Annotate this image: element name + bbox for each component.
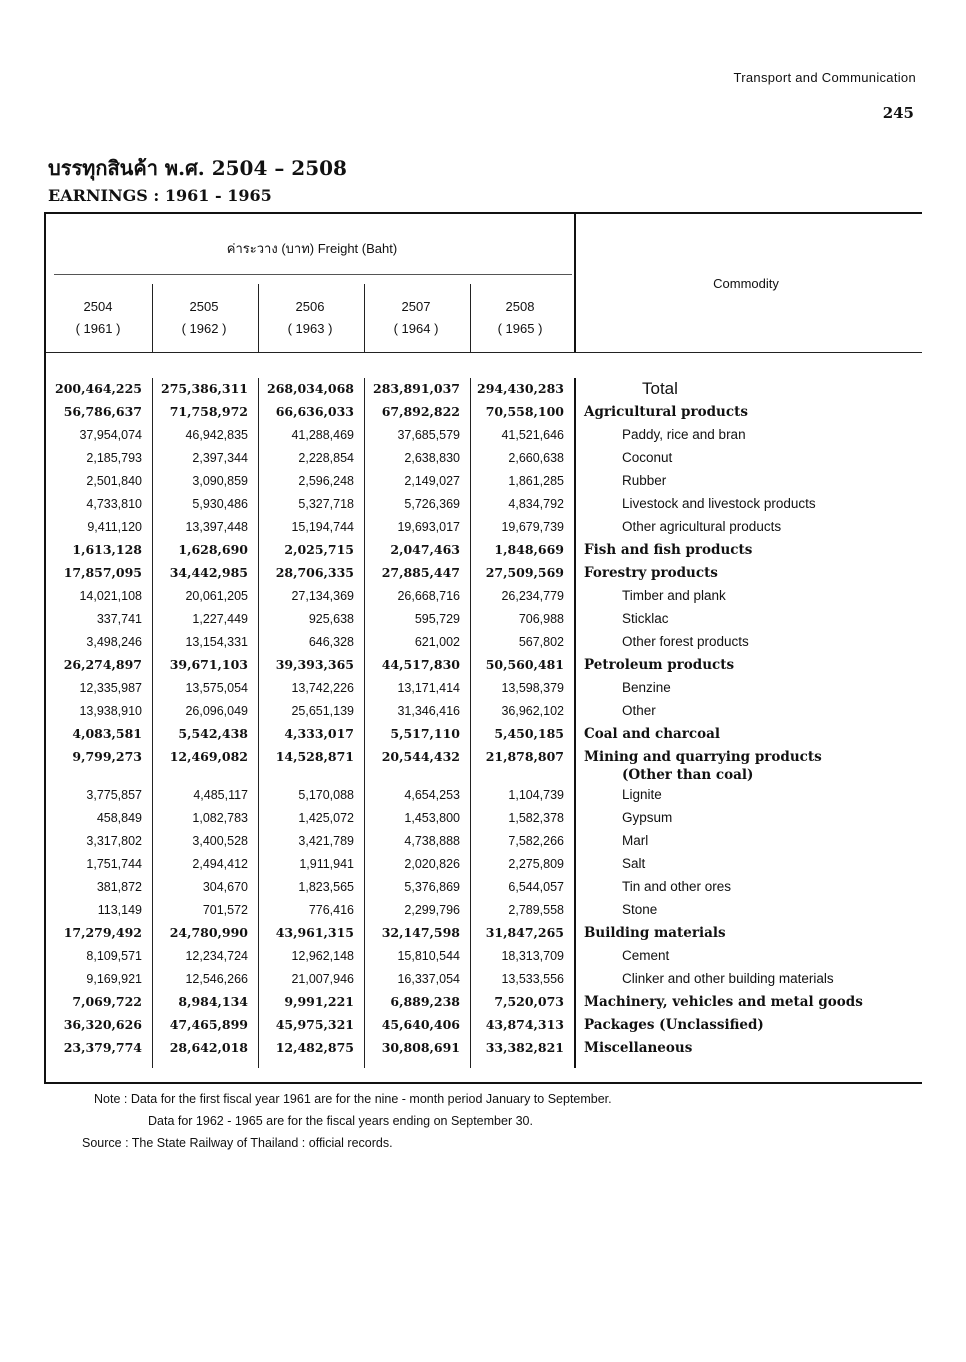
value-cell: 39,393,365 <box>275 657 354 672</box>
value-cell: 304,670 <box>202 880 248 894</box>
value-cell: 2,494,412 <box>192 857 248 871</box>
page-number: 245 <box>882 104 914 122</box>
value-cell: 46,942,835 <box>185 428 248 442</box>
year-gregorian: ( 1961 ) <box>75 321 121 336</box>
commodity-label-text: Marl <box>622 833 649 848</box>
value-cell: 43,961,315 <box>275 925 354 940</box>
commodity-label-text: Lignite <box>622 787 662 802</box>
commodity-label-text: Petroleum products <box>584 657 735 673</box>
commodity-label <box>584 723 920 745</box>
commodity-label-text: Gypsum <box>622 810 673 825</box>
value-cell: 2,025,715 <box>284 542 354 557</box>
commodity-label <box>584 539 920 561</box>
value-cell: 200,464,225 <box>55 381 142 396</box>
value-cell: 6,544,057 <box>508 880 564 894</box>
value-cell: 26,096,049 <box>185 704 248 718</box>
value-cell: 13,397,448 <box>185 520 248 534</box>
value-cell: 2,660,638 <box>508 451 564 465</box>
value-cell: 1,823,565 <box>298 880 354 894</box>
value-cell: 13,938,910 <box>79 704 142 718</box>
value-cell: 4,834,792 <box>508 497 564 511</box>
value-cell: 15,810,544 <box>397 949 460 963</box>
table-row <box>46 853 922 875</box>
value-cell: 7,582,266 <box>508 834 564 848</box>
year-header <box>364 296 468 340</box>
value-cell: 13,533,556 <box>501 972 564 986</box>
value-cell: 1,613,128 <box>72 542 142 557</box>
value-cell: 1,227,449 <box>192 612 248 626</box>
table-row <box>46 991 922 1013</box>
value-cell: 4,333,017 <box>284 726 354 741</box>
value-cell: 646,328 <box>308 635 354 649</box>
commodity-label <box>584 1014 920 1036</box>
table-row <box>46 631 922 653</box>
value-cell: 4,083,581 <box>72 726 142 741</box>
notes <box>82 1088 612 1154</box>
value-cell: 2,299,796 <box>404 903 460 917</box>
value-cell: 25,651,139 <box>291 704 354 718</box>
value-cell: 5,170,088 <box>298 788 354 802</box>
commodity-label <box>584 378 966 400</box>
commodity-label-text: Mining and quarrying products <box>584 749 822 765</box>
table-row <box>46 677 922 699</box>
commodity-label <box>584 807 958 829</box>
value-cell: 776,416 <box>308 903 354 917</box>
year-gregorian: ( 1963 ) <box>287 321 333 336</box>
table-row <box>46 608 922 630</box>
running-head: Transport and Communication <box>733 70 916 85</box>
value-cell: 12,482,875 <box>275 1040 354 1055</box>
table-row <box>46 516 922 538</box>
value-cell: 3,775,857 <box>86 788 142 802</box>
year-gregorian: ( 1964 ) <box>393 321 439 336</box>
value-cell: 2,638,830 <box>404 451 460 465</box>
year-thai: 2506 <box>295 299 325 314</box>
commodity-label-text: Sticklac <box>622 611 669 626</box>
table-row <box>46 830 922 852</box>
value-cell: 706,988 <box>518 612 564 626</box>
table-row <box>46 876 922 898</box>
value-cell: 14,528,871 <box>275 749 354 764</box>
table-row <box>46 424 922 446</box>
table-row <box>46 1037 922 1059</box>
year-thai: 2505 <box>189 299 219 314</box>
value-cell: 4,654,253 <box>404 788 460 802</box>
commodity-label-text: Other <box>622 703 656 718</box>
value-cell: 12,962,148 <box>291 949 354 963</box>
value-cell: 37,685,579 <box>397 428 460 442</box>
commodity-label-text: Forestry products <box>584 565 718 581</box>
value-cell: 3,498,246 <box>86 635 142 649</box>
value-cell: 36,962,102 <box>501 704 564 718</box>
value-cell: 14,021,108 <box>79 589 142 603</box>
commodity-label-text: Miscellaneous <box>584 1040 693 1056</box>
value-cell: 12,234,724 <box>185 949 248 963</box>
commodity-label <box>584 1037 920 1059</box>
table-row <box>46 470 922 492</box>
value-cell: 33,382,821 <box>485 1040 564 1055</box>
commodity-label-text: Building materials <box>584 925 726 941</box>
commodity-label-text: Total <box>642 379 678 398</box>
year-header <box>258 296 362 340</box>
value-cell: 13,154,331 <box>185 635 248 649</box>
commodity-label <box>584 585 958 607</box>
table-row <box>46 807 922 829</box>
value-cell: 1,628,690 <box>178 542 248 557</box>
commodity-label-text: Paddy, rice and bran <box>622 427 746 442</box>
commodity-label-text: Other agricultural products <box>622 519 782 534</box>
value-cell: 26,234,779 <box>501 589 564 603</box>
value-cell: 4,485,117 <box>193 788 248 802</box>
value-cell: 9,411,120 <box>87 520 142 534</box>
value-cell: 3,421,789 <box>298 834 354 848</box>
value-cell: 5,450,185 <box>494 726 564 741</box>
commodity-label-text: Salt <box>622 856 646 871</box>
value-cell: 5,930,486 <box>192 497 248 511</box>
value-cell: 20,544,432 <box>381 749 460 764</box>
value-cell: 41,288,469 <box>291 428 354 442</box>
commodity-label-text: Tin and other ores <box>622 879 732 894</box>
commodity-label-text: Machinery, vehicles and metal goods <box>584 994 863 1010</box>
value-cell: 19,693,017 <box>397 520 460 534</box>
table-row <box>46 562 922 584</box>
value-cell: 337,741 <box>96 612 142 626</box>
year-thai: 2507 <box>401 299 431 314</box>
value-cell: 44,517,830 <box>381 657 460 672</box>
commodity-label <box>584 447 958 469</box>
table-row <box>46 654 922 676</box>
value-cell: 17,279,492 <box>63 925 142 940</box>
value-cell: 27,134,369 <box>291 589 354 603</box>
table-row <box>46 539 922 561</box>
value-cell: 2,397,344 <box>192 451 248 465</box>
commodity-label <box>584 945 958 967</box>
value-cell: 27,509,569 <box>485 565 564 580</box>
value-cell: 45,640,406 <box>381 1017 460 1032</box>
table-row <box>46 899 922 921</box>
value-cell: 9,991,221 <box>284 994 354 1009</box>
value-cell: 20,061,205 <box>185 589 248 603</box>
table-row <box>46 746 922 783</box>
value-cell: 66,636,033 <box>275 404 354 419</box>
value-cell: 27,885,447 <box>381 565 460 580</box>
value-cell: 5,376,869 <box>404 880 460 894</box>
table-row <box>46 784 922 806</box>
commodity-label <box>584 608 958 630</box>
value-cell: 34,442,985 <box>169 565 248 580</box>
table-row <box>46 401 922 423</box>
commodity-label <box>584 424 958 446</box>
freight-header: ค่าระวาง (บาท) Freight (Baht) <box>226 241 398 256</box>
value-cell: 13,742,226 <box>291 681 354 695</box>
value-cell: 3,400,528 <box>192 834 248 848</box>
commodity-label-text: Benzine <box>622 680 671 695</box>
value-cell: 1,911,941 <box>299 857 354 871</box>
value-cell: 3,317,802 <box>86 834 142 848</box>
value-cell: 1,751,744 <box>86 857 142 871</box>
year-thai: 2504 <box>83 299 113 314</box>
value-cell: 39,671,103 <box>169 657 248 672</box>
commodity-label-text: Packages (Unclassified) <box>584 1017 764 1033</box>
value-cell: 2,789,558 <box>508 903 564 917</box>
commodity-label-text: Agricultural products <box>584 404 748 420</box>
value-cell: 2,047,463 <box>390 542 460 557</box>
commodity-label-text: Timber and plank <box>622 588 726 603</box>
commodity-label-text: Cement <box>622 948 670 963</box>
title-english: EARNINGS : 1961 - 1965 <box>48 186 272 205</box>
commodity-label-line2: (Other than coal) <box>622 767 754 783</box>
table-row <box>46 378 922 400</box>
value-cell: 13,575,054 <box>185 681 248 695</box>
value-cell: 5,327,718 <box>298 497 354 511</box>
value-cell: 925,638 <box>308 612 354 626</box>
year-header <box>468 296 572 340</box>
value-cell: 6,889,238 <box>390 994 460 1009</box>
value-cell: 621,002 <box>414 635 460 649</box>
table-row <box>46 585 922 607</box>
commodity-label <box>584 654 920 676</box>
value-cell: 1,104,739 <box>508 788 564 802</box>
value-cell: 12,546,266 <box>185 972 248 986</box>
commodity-label-text: Coconut <box>622 450 673 465</box>
value-cell: 50,560,481 <box>485 657 564 672</box>
table-row <box>46 1014 922 1036</box>
value-cell: 24,780,990 <box>169 925 248 940</box>
value-cell: 2,501,840 <box>86 474 142 488</box>
value-cell: 7,520,073 <box>494 994 564 1009</box>
value-cell: 2,020,826 <box>404 857 460 871</box>
commodity-label <box>584 746 920 782</box>
commodity-label <box>584 516 958 538</box>
value-cell: 268,034,068 <box>267 381 354 396</box>
value-cell: 26,274,897 <box>63 657 142 672</box>
commodity-label <box>584 876 958 898</box>
year-gregorian: ( 1962 ) <box>181 321 227 336</box>
commodity-label <box>584 784 958 806</box>
commodity-label <box>584 631 958 653</box>
value-cell: 30,808,691 <box>381 1040 460 1055</box>
commodity-label <box>584 899 958 921</box>
note-line-1: Note : Data for the first fiscal year 1961 are for the nine - month period January to September. <box>94 1092 612 1106</box>
value-cell: 12,335,987 <box>79 681 142 695</box>
value-cell: 2,185,793 <box>86 451 142 465</box>
value-cell: 8,984,134 <box>178 994 248 1009</box>
value-cell: 36,320,626 <box>63 1017 142 1032</box>
value-cell: 71,758,972 <box>169 404 248 419</box>
value-cell: 8,109,571 <box>86 949 142 963</box>
value-cell: 9,799,273 <box>72 749 142 764</box>
commodity-label <box>584 562 920 584</box>
value-cell: 13,171,414 <box>397 681 460 695</box>
value-cell: 45,975,321 <box>275 1017 354 1032</box>
table-row <box>46 922 922 944</box>
commodity-label <box>584 830 958 852</box>
value-cell: 1,082,783 <box>192 811 248 825</box>
value-cell: 31,847,265 <box>485 925 564 940</box>
table-row <box>46 945 922 967</box>
commodity-label-text: Other forest products <box>622 634 749 649</box>
table-row <box>46 493 922 515</box>
commodity-label-text: Livestock and livestock products <box>622 496 816 511</box>
value-cell: 4,738,888 <box>404 834 460 848</box>
value-cell: 3,090,859 <box>192 474 248 488</box>
value-cell: 283,891,037 <box>373 381 460 396</box>
value-cell: 23,379,774 <box>63 1040 142 1055</box>
commodity-label <box>584 991 920 1013</box>
value-cell: 113,149 <box>97 903 142 917</box>
source-line: Source : The State Railway of Thailand : official records. <box>82 1136 393 1150</box>
value-cell: 595,729 <box>414 612 460 626</box>
value-cell: 19,679,739 <box>501 520 564 534</box>
year-thai: 2508 <box>505 299 535 314</box>
value-cell: 2,275,809 <box>508 857 564 871</box>
value-cell: 67,892,822 <box>381 404 460 419</box>
value-cell: 31,346,416 <box>397 704 460 718</box>
commodity-label-text: Clinker and other building materials <box>622 971 834 986</box>
value-cell: 2,596,248 <box>298 474 354 488</box>
value-cell: 7,069,722 <box>72 994 142 1009</box>
year-header <box>152 296 256 340</box>
value-cell: 16,337,054 <box>397 972 460 986</box>
value-cell: 567,802 <box>518 635 564 649</box>
table-row <box>46 723 922 745</box>
commodity-label <box>584 470 958 492</box>
value-cell: 56,786,637 <box>63 404 142 419</box>
value-cell: 21,007,946 <box>291 972 354 986</box>
value-cell: 5,542,438 <box>178 726 248 741</box>
note-line-2: Data for 1962 - 1965 are for the fiscal years ending on September 30. <box>148 1114 533 1128</box>
value-cell: 1,848,669 <box>494 542 564 557</box>
value-cell: 18,313,709 <box>501 949 564 963</box>
value-cell: 458,849 <box>96 811 142 825</box>
commodity-label <box>584 401 920 423</box>
value-cell: 43,874,313 <box>485 1017 564 1032</box>
table-row <box>46 968 922 990</box>
value-cell: 70,558,100 <box>485 404 564 419</box>
value-cell: 1,582,378 <box>508 811 564 825</box>
commodity-label <box>584 700 958 722</box>
value-cell: 1,453,800 <box>404 811 460 825</box>
value-cell: 13,598,379 <box>501 681 564 695</box>
commodity-label <box>584 493 958 515</box>
value-cell: 12,469,082 <box>169 749 248 764</box>
value-cell: 26,668,716 <box>397 589 460 603</box>
value-cell: 37,954,074 <box>79 428 142 442</box>
commodity-label <box>584 853 958 875</box>
value-cell: 294,430,283 <box>477 381 564 396</box>
value-cell: 5,517,110 <box>390 726 460 741</box>
value-cell: 275,386,311 <box>161 381 248 396</box>
earnings-table <box>44 212 922 1084</box>
value-cell: 21,878,807 <box>485 749 564 764</box>
value-cell: 701,572 <box>202 903 248 917</box>
value-cell: 5,726,369 <box>404 497 460 511</box>
value-cell: 28,642,018 <box>169 1040 248 1055</box>
value-cell: 32,147,598 <box>381 925 460 940</box>
commodity-label <box>584 677 958 699</box>
value-cell: 381,872 <box>96 880 142 894</box>
title-thai: บรรทุกสินค้า พ.ศ. 2504 – 2508 <box>48 156 347 180</box>
value-cell: 2,149,027 <box>404 474 460 488</box>
commodity-header: Commodity <box>713 276 779 291</box>
commodity-label <box>584 968 958 990</box>
value-cell: 17,857,095 <box>63 565 142 580</box>
commodity-label-text: Coal and charcoal <box>584 726 721 742</box>
value-cell: 2,228,854 <box>298 451 354 465</box>
table-row <box>46 700 922 722</box>
commodity-label <box>584 922 920 944</box>
value-cell: 47,465,899 <box>169 1017 248 1032</box>
value-cell: 4,733,810 <box>86 497 142 511</box>
value-cell: 28,706,335 <box>275 565 354 580</box>
value-cell: 9,169,921 <box>86 972 142 986</box>
value-cell: 15,194,744 <box>291 520 354 534</box>
value-cell: 1,861,285 <box>508 474 564 488</box>
year-header <box>46 296 150 340</box>
value-cell: 1,425,072 <box>298 811 354 825</box>
table-row <box>46 447 922 469</box>
year-gregorian: ( 1965 ) <box>497 321 543 336</box>
commodity-label-text: Fish and fish products <box>584 542 753 558</box>
value-cell: 41,521,646 <box>501 428 564 442</box>
commodity-label-text: Stone <box>622 902 658 917</box>
commodity-label-text: Rubber <box>622 473 667 488</box>
